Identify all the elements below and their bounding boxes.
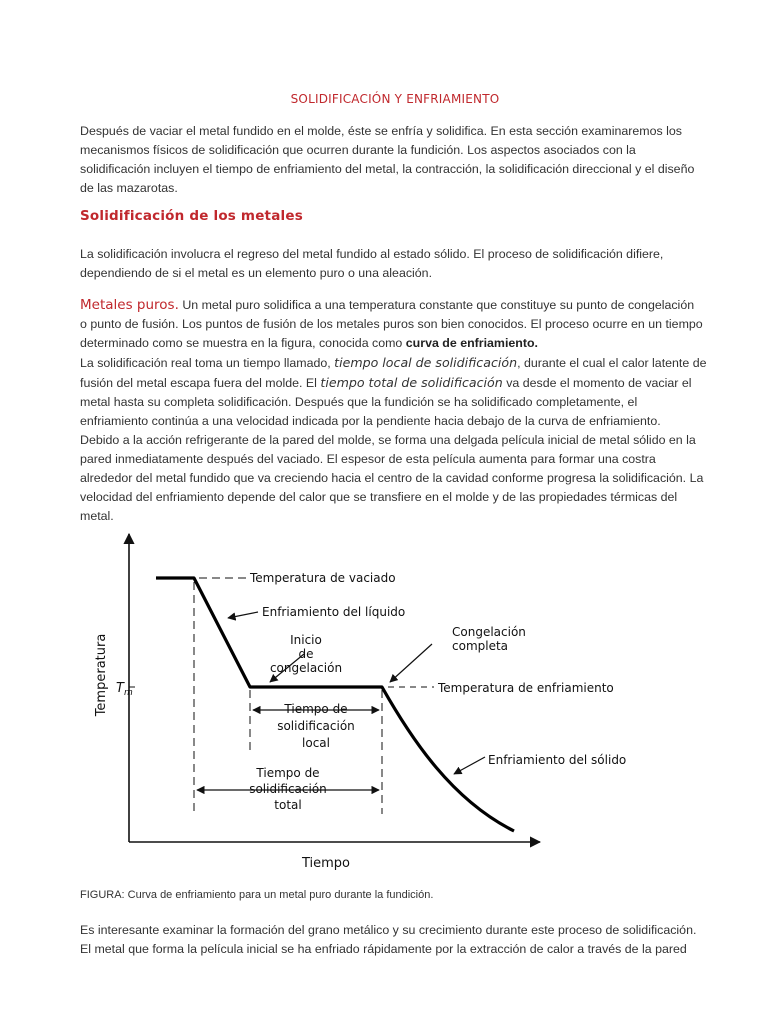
intro-paragraph <box>80 122 711 198</box>
text-line: La solidificación involucra el regreso del metal fundido al estado sólido. El proceso de solidificación difiere, <box>80 247 664 261</box>
local-time-label: Tiempo de <box>284 702 348 716</box>
pure-metals-paragraph <box>80 296 711 526</box>
text-line: metal. <box>80 509 114 523</box>
text-line: mecanismos físicos de solidificación que ocurren durante la fundición. Los aspectos asociados con la <box>80 143 636 157</box>
bold-term: curva de enfriamiento. <box>405 336 538 350</box>
pure-metals-heading: Metales puros. <box>80 297 179 313</box>
text-line: Metales puros. Un metal puro solidifica a una temperatura constante que constituye su punto de congelación <box>80 297 695 313</box>
text-line: solidificación incluyen el tiempo de enfriamiento del metal, la contracción, la solidificación direccional y el diseño <box>80 162 695 176</box>
complete-freeze-label: completa <box>452 639 509 653</box>
italic-term: tiempo local de solidificación <box>334 355 518 370</box>
text-line: El metal que forma la película inicial se ha enfriado rápidamente por la extracción de calor a través de la pared <box>80 942 687 956</box>
local-time-label: local <box>302 736 330 750</box>
text-line: velocidad del enfriamiento depende del calor que se transfiere en el molde y de las propiedades térmicas del <box>80 490 678 504</box>
text-line: de las mazarotas. <box>80 181 178 195</box>
pour-temp-label: Temperatura de vaciado <box>250 571 396 585</box>
text-line: alrededor del metal fundido que va creciendo hacia el centro de la cavidad conforme progresa la solidificación. La <box>80 471 704 485</box>
x-axis-label: Tiempo <box>301 856 351 871</box>
text-line: pared inmediatamente después del vaciado. El espesor de esta película aumenta para formar una costra <box>80 452 656 466</box>
start-freeze-label: congelación <box>269 661 343 675</box>
tm-label: $T_m$ <box>116 681 133 698</box>
total-time-label: total <box>274 798 302 812</box>
complete-freeze-leader <box>390 644 432 682</box>
solid-cooling-label: Enfriamiento del sólido <box>488 753 627 767</box>
cooling-temp-label: Temperatura de enfriamiento <box>438 681 614 695</box>
text-line: Después de vaciar el metal fundido en el molde, éste se enfría y solidifica. En esta sección examinaremos los <box>80 124 682 138</box>
italic-term: tiempo total de solidificación <box>320 375 503 390</box>
start-freeze-label: de <box>298 647 314 661</box>
cooling-curve-figure <box>82 520 638 878</box>
text-line: o punto de fusión. Los puntos de fusión de los metales puros son bien conocidos. El proceso ocurre en un tiempo <box>80 317 703 331</box>
total-time-label: Tiempo de <box>256 766 320 780</box>
text-line: dependiendo de si el metal es un elemento puro o una aleación. <box>80 266 433 280</box>
closing-paragraph <box>80 921 711 959</box>
text-line: La solidificación real toma un tiempo llamado, tiempo local de solidificación, durante el cual el calor latente de <box>80 355 707 370</box>
start-freeze-label: Inicio <box>290 633 322 647</box>
solid-cooling-leader <box>454 757 485 774</box>
cooling-curve-diagram <box>82 520 638 878</box>
text-line: determinado como se muestra en la figura, conocida como curva de enfriamiento. <box>80 336 538 350</box>
total-time-label: solidificación <box>249 782 327 796</box>
text-line: Es interesante examinar la formación del grano metálico y su crecimiento durante este proceso de solidificación. <box>80 923 697 937</box>
complete-freeze-label: Congelación <box>452 625 526 639</box>
liquid-cooling-label: Enfriamiento del líquido <box>262 605 406 619</box>
figure-caption: FIGURA: Curva de enfriamiento para un metal puro durante la fundición. <box>80 889 434 901</box>
local-time-label: solidificación <box>277 719 355 733</box>
text-line: metal hasta su completa solidificación. Después que la fundición se ha solidificado completamente, el <box>80 395 638 409</box>
y-axis-label: Temperatura <box>94 633 109 717</box>
liquid-cooling-leader <box>228 612 258 618</box>
text-line: fusión del metal escapa fuera del molde. El tiempo total de solidificación va desde el momento de vaciar el <box>80 375 692 390</box>
section-heading: Solidificación de los metales <box>80 208 303 224</box>
section-paragraph <box>80 245 711 283</box>
text-line: Debido a la acción refrigerante de la pared del molde, se forma una delgada película inicial de metal sólido en la <box>80 433 696 447</box>
text-line: enfriamiento continúa a una velocidad indicada por la pendiente hacia debajo de la curva de enfriamiento. <box>80 414 661 428</box>
page-title: SOLIDIFICACIÓN Y ENFRIAMIENTO <box>290 92 500 106</box>
